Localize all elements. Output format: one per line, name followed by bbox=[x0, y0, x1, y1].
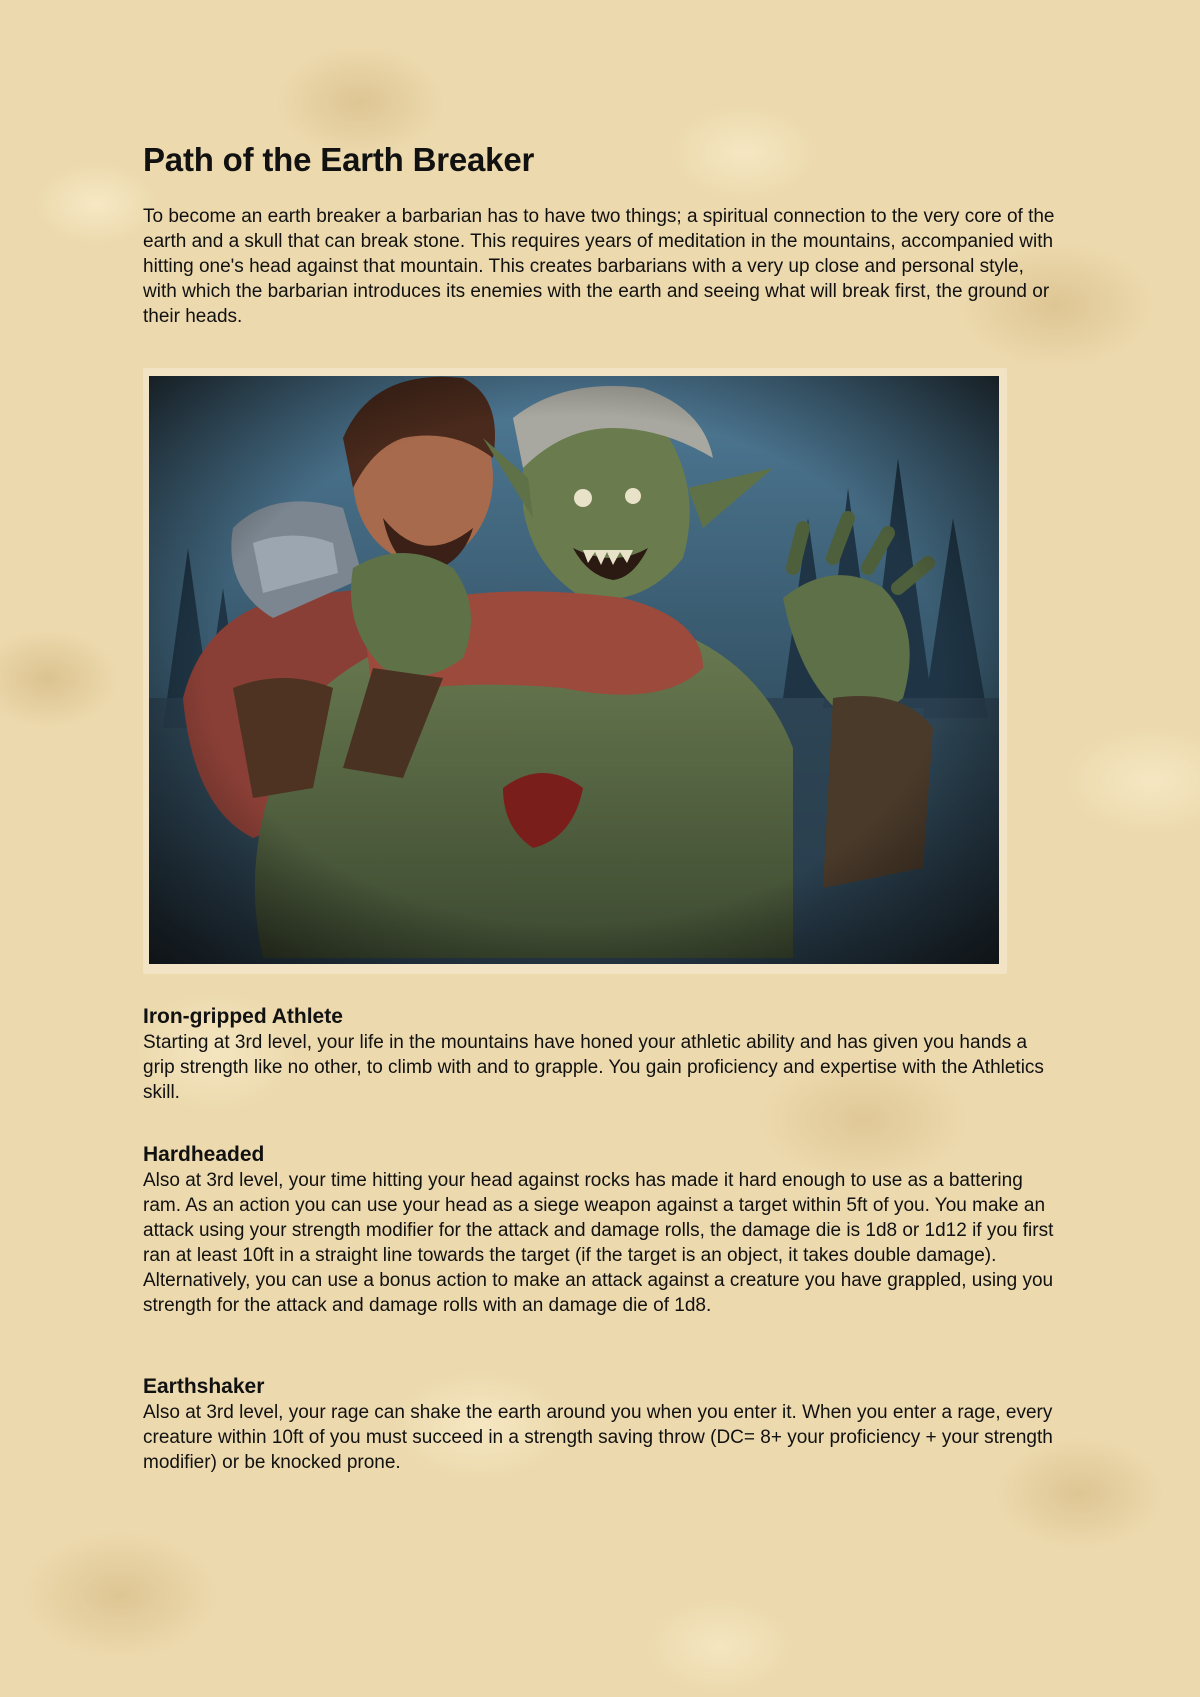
illustration-art bbox=[143, 368, 1007, 974]
section-body: Starting at 3rd level, your life in the mountains have honed your athletic ability and has given you hands a grip strength like no other, to climb with and to grapple. You gain proficiency and expertise with the Athletics skill. bbox=[143, 1032, 1044, 1103]
section-hardheaded bbox=[143, 1142, 1063, 1318]
section-iron-gripped-athlete bbox=[143, 1004, 1063, 1105]
section-body: Also at 3rd level, your rage can shake the earth around you when you enter it. When you enter a rage, every creature within 10ft of you must succeed in a strength saving throw (DC= 8+ your proficiency + your strength modifier) or be knocked prone. bbox=[143, 1402, 1053, 1473]
document-page bbox=[143, 140, 1063, 1473]
page-title: Path of the Earth Breaker bbox=[143, 141, 535, 178]
section-heading: Earthshaker bbox=[143, 1375, 265, 1398]
intro-paragraph: To become an earth breaker a barbarian has to have two things; a spiritual connection to the very core of the earth and a skull that can break stone. This requires years of meditation in the mountains, accompanied with hitting one's head against that mountain. This creates barbarians with a very up close and personal style, with which the barbarian introduces its enemies with the earth and seeing what will break first, the ground or their heads. bbox=[143, 206, 1055, 327]
section-heading: Hardheaded bbox=[143, 1143, 265, 1166]
section-body: Also at 3rd level, your time hitting your head against rocks has made it hard enough to use as a battering ram. As an action you can use your head as a siege weapon against a target within 5ft of you. You make an attack using your strength modifier for the attack and damage rolls, the damage die is 1d8 or 1d12 if you first ran at least 10ft in a straight line towards the target (if the target is an object, it takes double damage). Alternatively, you can use a bonus action to make an attack against a creature you have grappled, using you strength for the attack and damage rolls with an damage die of 1d8. bbox=[143, 1170, 1054, 1316]
illustration-barbarian-grappling-goblin bbox=[143, 368, 1007, 974]
section-earthshaker bbox=[143, 1374, 1063, 1475]
section-heading: Iron-gripped Athlete bbox=[143, 1005, 343, 1028]
